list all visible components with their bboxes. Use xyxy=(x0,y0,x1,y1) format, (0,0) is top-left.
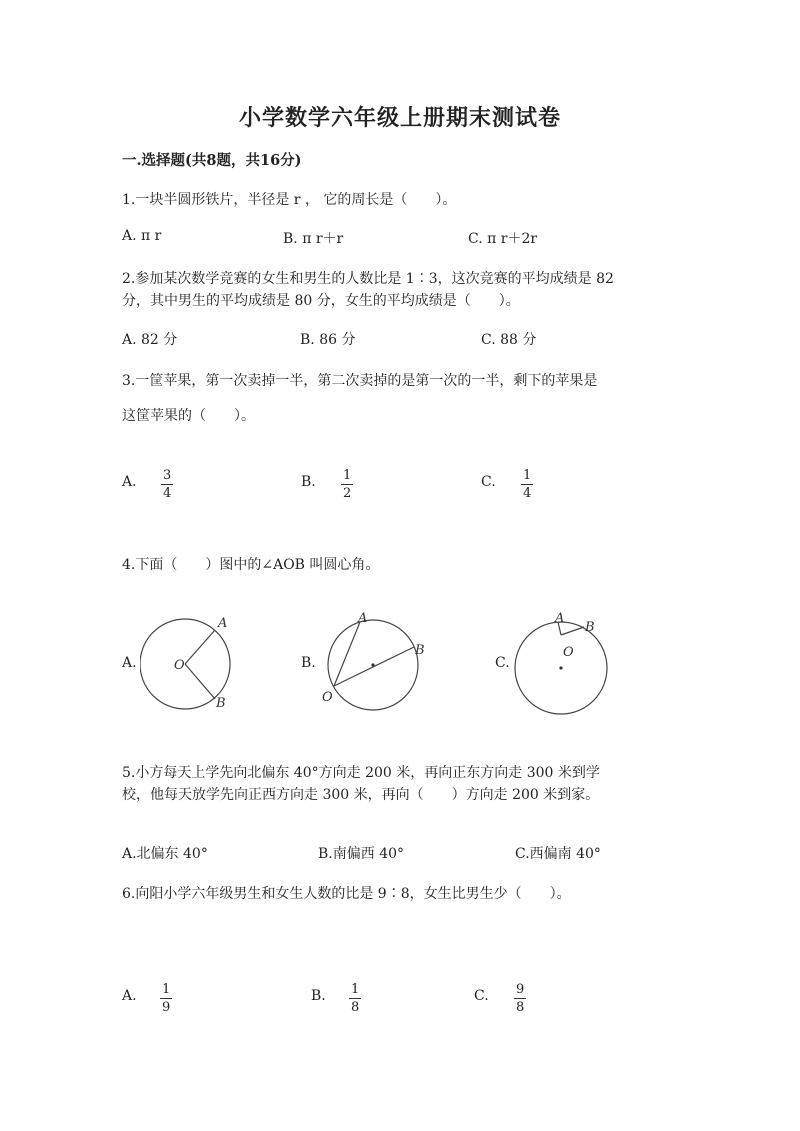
radius-ob xyxy=(561,627,584,635)
point-o-label: O xyxy=(322,690,333,705)
point-a-label: A xyxy=(555,611,565,626)
fraction-bar xyxy=(160,998,172,999)
point-b-label: B xyxy=(415,643,425,658)
q6-option-c[interactable]: C. xyxy=(474,988,489,1004)
q6-option-c-fraction xyxy=(514,982,526,1015)
point-b-label: B xyxy=(216,696,226,711)
fraction-bar xyxy=(521,484,533,485)
q2-option-b[interactable]: B. 86 分 xyxy=(300,332,356,348)
q1-option-a[interactable]: A. π r xyxy=(122,228,162,244)
fraction-numerator: 3 xyxy=(163,468,172,483)
fraction-denominator: 8 xyxy=(351,1000,360,1015)
q4-option-c[interactable]: C. xyxy=(495,655,510,671)
fraction-denominator: 2 xyxy=(343,486,352,501)
question-3-line-1: 3.一筐苹果，第一次卖掉一半，第二次卖掉的是第一次的一半，剩下的苹果是 xyxy=(122,373,598,389)
section-heading: 一.选择题(共8题，共16分) xyxy=(122,152,302,169)
q4-figure-a xyxy=(140,610,250,715)
point-b-label: B xyxy=(585,620,595,635)
q2-option-a[interactable]: A. 82 分 xyxy=(122,332,178,348)
point-o-label: O xyxy=(563,645,574,660)
fraction-numerator: 1 xyxy=(351,982,360,997)
question-4-text: 4.下面（ ）图中的∠AOB 叫圆心角。 xyxy=(122,557,380,573)
fraction-numerator: 1 xyxy=(162,982,171,997)
q4-figure-c xyxy=(512,610,622,715)
fraction-denominator: 4 xyxy=(163,486,172,501)
q3-option-b[interactable]: B. xyxy=(301,474,316,490)
fraction-numerator: 1 xyxy=(343,468,352,483)
center-dot xyxy=(371,663,374,666)
chord-ob xyxy=(334,647,414,686)
center-dot xyxy=(559,666,562,669)
question-3-line-2: 这筐苹果的（ ）。 xyxy=(122,408,255,424)
fraction-denominator: 8 xyxy=(516,1000,525,1015)
fraction-denominator: 9 xyxy=(162,1000,171,1015)
radius-oa xyxy=(185,630,215,664)
chord-oa xyxy=(334,622,360,686)
fraction-bar xyxy=(341,484,353,485)
point-a-label: A xyxy=(218,616,228,631)
question-1-text: 1.一块半圆形铁片，半径是 r ， 它的周长是（ ）。 xyxy=(122,192,457,208)
fraction-numerator: 1 xyxy=(523,468,532,483)
q3-option-c[interactable]: C. xyxy=(481,474,496,490)
fraction-bar xyxy=(514,998,526,999)
q5-option-c[interactable]: C.西偏南 40° xyxy=(515,846,601,862)
q6-option-b[interactable]: B. xyxy=(311,988,326,1004)
q3-option-a-fraction xyxy=(161,468,173,501)
fraction-denominator: 4 xyxy=(523,486,532,501)
q5-option-b[interactable]: B.南偏西 40° xyxy=(318,846,405,862)
q6-option-a[interactable]: A. xyxy=(122,988,137,1004)
fraction-bar xyxy=(161,484,173,485)
question-5-line-1: 5.小方每天上学先向北偏东 40°方向走 200 米，再向正东方向走 300 米到学 xyxy=(122,765,600,781)
q4-option-a[interactable]: A. xyxy=(122,655,137,671)
q1-option-b[interactable]: B. π r＋r xyxy=(283,231,344,247)
radius-ob xyxy=(185,664,215,699)
q1-option-c[interactable]: C. π r＋2r xyxy=(468,231,538,247)
q4-option-b[interactable]: B. xyxy=(301,655,316,671)
q4-figure-b xyxy=(318,610,433,715)
q3-option-b-fraction xyxy=(341,468,353,501)
q5-option-a[interactable]: A.北偏东 40° xyxy=(122,846,208,862)
q6-option-b-fraction xyxy=(349,982,361,1015)
question-2-line-2: 分，其中男生的平均成绩是 80 分，女生的平均成绩是（ ）。 xyxy=(122,293,520,309)
fraction-bar xyxy=(349,998,361,999)
point-o-label: O xyxy=(174,658,185,673)
page-title: 小学数学六年级上册期末测试卷 xyxy=(238,105,561,131)
question-6-text: 6.向阳小学六年级男生和女生人数的比是 9∶8，女生比男生少（ ）。 xyxy=(122,886,571,902)
question-5-line-2: 校，他每天放学先向正西方向走 300 米，再向（ ）方向走 200 米到家。 xyxy=(122,787,600,803)
fraction-numerator: 9 xyxy=(516,982,525,997)
question-2-line-1: 2.参加某次数学竞赛的女生和男生的人数比是 1∶3，这次竞赛的平均成绩是 82 xyxy=(122,271,614,287)
q3-option-c-fraction xyxy=(521,468,533,501)
point-a-label: A xyxy=(358,611,368,626)
q3-option-a[interactable]: A. xyxy=(122,474,137,490)
q2-option-c[interactable]: C. 88 分 xyxy=(481,332,537,348)
q6-option-a-fraction xyxy=(160,982,172,1015)
